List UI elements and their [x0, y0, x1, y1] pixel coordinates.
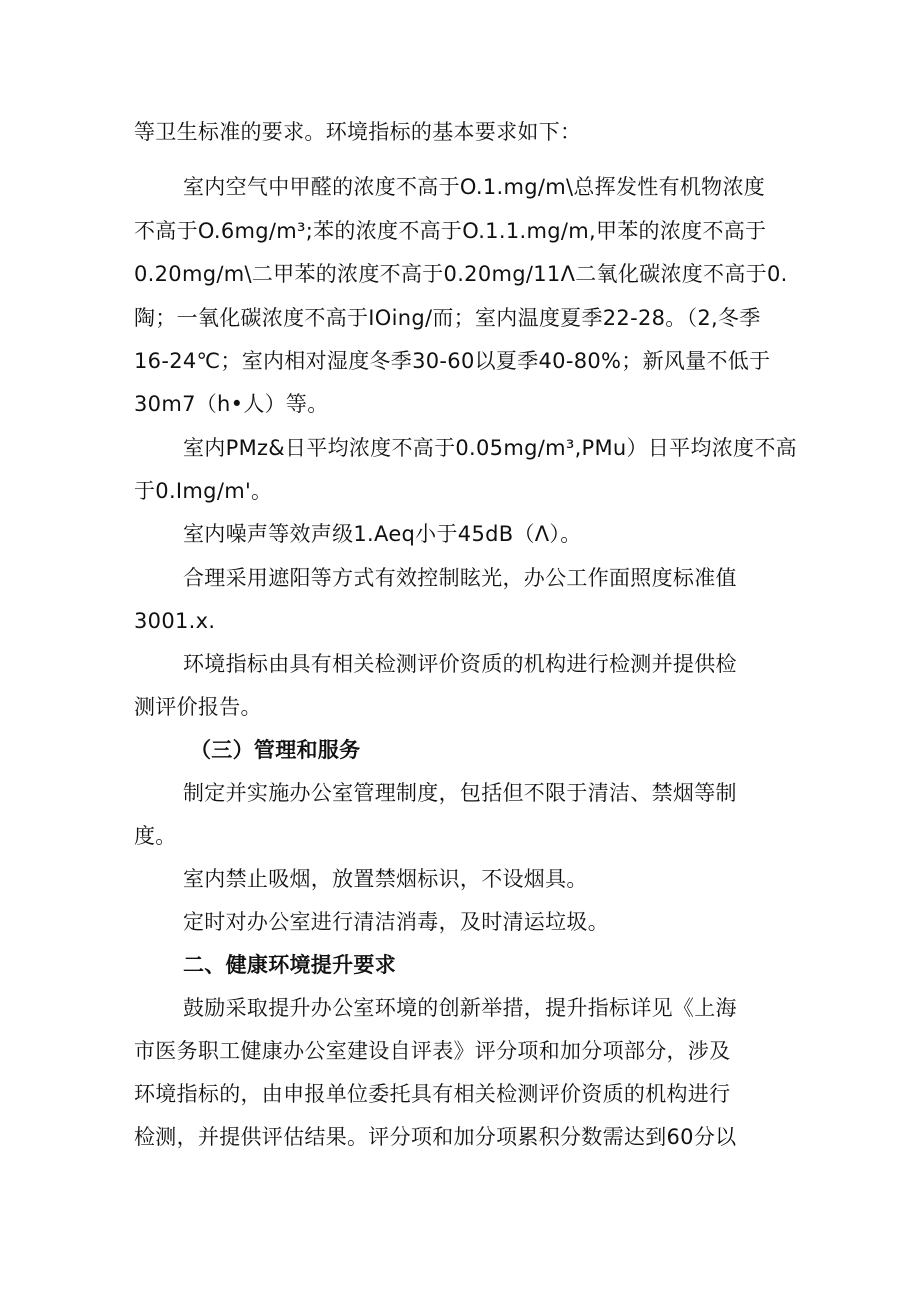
- text-line: 于0.Img/m'。: [134, 479, 273, 503]
- text-line: 环境指标的，由申报单位委托具有相关检测评价资质的机构进行: [134, 1082, 731, 1106]
- text-line: 室内PMz&日平均浓度不高于0.05mg∕m³,PMu）日平均浓度不高: [183, 436, 797, 460]
- text-line: 室内噪声等效声级1.Aeq小于45dB（Λ）。: [183, 522, 582, 546]
- text-line: 等卫生标准的要求。环境指标的基本要求如下：: [134, 120, 582, 144]
- section-subheading: （三）管理和服务: [190, 738, 361, 762]
- text-line: 制定并实施办公室管理制度，包括但不限于清洁、禁烟等制: [183, 781, 737, 805]
- text-line: 合理采用遮阳等方式有效控制眩光，办公工作面照度标准值: [183, 566, 737, 590]
- text-line: 室内禁止吸烟，放置禁烟标识，不设烟具。: [183, 867, 588, 891]
- text-line: 度。: [134, 824, 177, 848]
- text-line: 定时对办公室进行清洁消毒，及时清运垃圾。: [183, 910, 609, 934]
- text-line: 不高于O.6mg∕m³;苯的浓度不高于O.1.1.mg/m,甲苯的浓度不高于: [134, 219, 767, 243]
- text-line: 鼓励采取提升办公室环境的创新举措，提升指标详见《上海: [183, 996, 737, 1020]
- text-line: 陶；一氧化碳浓度不高于IOing/而；室内温度夏季22-28。（2,冬季: [134, 306, 761, 330]
- text-line: 室内空气中甲醛的浓度不高于O.1.mg∕m\总挥发性有机物浓度: [183, 175, 766, 199]
- text-line: 检测，并提供评估结果。评分项和加分项累积分数需达到60分以: [134, 1125, 737, 1149]
- text-line: 30m7（h•人）等。: [134, 392, 329, 416]
- text-line: 0.20mg∕m\二甲苯的浓度不高于0.20mg∕11Λ二氧化碳浓度不高于0.: [134, 262, 788, 286]
- text-line: 环境指标由具有相关检测评价资质的机构进行检测并提供检: [183, 652, 737, 676]
- text-line: 16-24℃；室内相对湿度冬季30-60以夏季40-80%；新风量不低于: [134, 349, 771, 373]
- text-line: 3001.x.: [134, 609, 216, 633]
- text-line: 市医务职工健康办公室建设自评表》评分项和加分项部分，涉及: [134, 1039, 731, 1063]
- text-line: 测评价报告。: [134, 695, 262, 719]
- section-heading: 二、健康环境提升要求: [183, 953, 396, 977]
